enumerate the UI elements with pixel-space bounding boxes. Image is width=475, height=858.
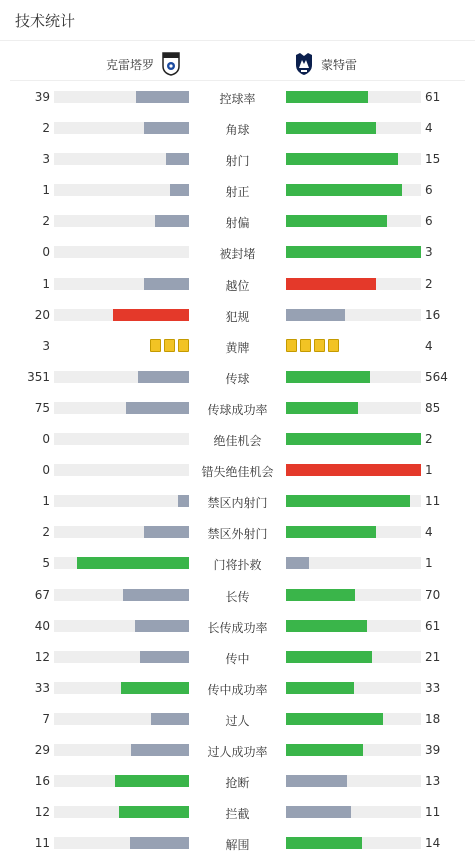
away-stat-value: 564 [425, 369, 448, 384]
home-stat-bar [54, 153, 189, 165]
stat-label: 错失绝佳机会 [201, 465, 274, 480]
home-stat-value: 2 [42, 214, 50, 229]
stat-label: 传中成功率 [207, 682, 268, 697]
away-stat-bar [286, 775, 421, 787]
home-stat-bar [54, 402, 189, 414]
away-stat-value: 21 [425, 649, 441, 664]
home-stat-bar [54, 775, 189, 787]
stat-row [0, 268, 475, 299]
home-stat-bar-fill [131, 744, 189, 756]
home-stat-bar [54, 651, 189, 663]
stat-row [0, 392, 475, 423]
stat-label: 传中 [225, 651, 250, 666]
away-stat-bar-fill [286, 246, 421, 258]
home-stat-bar-fill [144, 526, 189, 538]
away-stat-bar-fill [286, 402, 358, 414]
away-stat-bar [286, 91, 421, 103]
away-stat-value: 70 [425, 587, 441, 602]
home-stat-value: 1 [42, 494, 50, 509]
stat-label: 射正 [225, 185, 250, 200]
yellow-card-icon [150, 339, 161, 352]
away-stat-bar-fill [286, 806, 351, 818]
home-stat-bar-fill [123, 589, 189, 601]
away-stat-bar-fill [286, 184, 402, 196]
away-stat-bar [286, 651, 421, 663]
away-stat-bar [286, 744, 421, 756]
stat-row [0, 205, 475, 236]
home-stat-bar-fill [115, 775, 189, 787]
stat-label: 传球 [225, 371, 250, 386]
home-stat-value: 0 [42, 432, 50, 447]
away-stat-value: 33 [425, 680, 441, 695]
away-stat-value: 39 [425, 742, 441, 757]
away-stat-bar-fill [286, 464, 421, 476]
stat-row [0, 361, 475, 392]
home-stat-bar [54, 837, 189, 849]
yellow-card-icon [178, 339, 189, 352]
yellow-card-icon [164, 339, 175, 352]
away-stat-bar [286, 713, 421, 725]
stat-row [0, 423, 475, 454]
home-stat-value: 7 [42, 711, 50, 726]
stat-row [0, 143, 475, 174]
home-stat-bar-fill [166, 153, 189, 165]
stats-list [0, 81, 475, 858]
stat-row [0, 827, 475, 858]
stat-row [0, 610, 475, 641]
stat-row [0, 703, 475, 734]
home-stat-bar [54, 371, 189, 383]
home-stat-bar-fill [151, 713, 189, 725]
away-stat-value: 16 [425, 307, 441, 322]
home-stat-bar [54, 557, 189, 569]
away-stat-bar-fill [286, 309, 345, 321]
home-stat-bar-fill [136, 91, 189, 103]
away-stat-bar-fill [286, 122, 376, 134]
home-stat-bar [54, 744, 189, 756]
away-stat-bar-fill [286, 775, 347, 787]
away-stat-bar-fill [286, 278, 376, 290]
away-team [295, 52, 357, 76]
home-stat-value: 3 [42, 152, 50, 167]
away-stat-value: 4 [425, 121, 433, 136]
home-stat-bar [54, 278, 189, 290]
stat-row [0, 516, 475, 547]
stat-label: 解围 [225, 838, 250, 853]
stat-row [0, 236, 475, 267]
away-stat-bar [286, 806, 421, 818]
stat-row [0, 485, 475, 516]
away-stat-bar-fill [286, 91, 368, 103]
stat-label: 被封堵 [219, 247, 256, 262]
home-stat-value: 20 [34, 307, 50, 322]
home-stat-bar [54, 246, 189, 258]
page-title: 技术统计 [15, 12, 76, 30]
away-stat-bar-fill [286, 433, 421, 445]
stat-label: 控球率 [219, 92, 256, 106]
stat-label: 长传成功率 [207, 620, 268, 635]
away-stat-value: 6 [425, 214, 433, 229]
home-stat-bar-fill [130, 837, 189, 849]
stat-label: 黄牌 [225, 340, 250, 355]
away-stat-bar [286, 495, 421, 507]
home-stat-value: 1 [42, 276, 50, 291]
home-stat-value: 2 [42, 121, 50, 136]
away-yellow-cards [286, 339, 339, 352]
home-stat-value: 75 [34, 400, 50, 415]
away-stat-value: 6 [425, 183, 433, 198]
away-stat-bar [286, 371, 421, 383]
away-stat-bar [286, 215, 421, 227]
away-stat-value: 1 [425, 556, 433, 571]
home-stat-bar [54, 682, 189, 694]
home-stat-bar-fill [170, 184, 189, 196]
away-stat-bar [286, 246, 421, 258]
team-header [10, 42, 465, 81]
home-stat-bar-fill [155, 215, 189, 227]
stat-row [0, 174, 475, 205]
yellow-card-icon [328, 339, 339, 352]
home-stat-bar [54, 91, 189, 103]
away-stat-bar [286, 464, 421, 476]
away-stat-value: 61 [425, 90, 441, 104]
home-stat-value: 39 [34, 90, 50, 104]
home-stat-value: 16 [34, 774, 50, 789]
away-stat-bar-fill [286, 682, 354, 694]
stat-row [0, 641, 475, 672]
away-stat-bar [286, 620, 421, 632]
stat-label: 绝佳机会 [213, 434, 262, 449]
stat-row [0, 672, 475, 703]
away-stat-bar-fill [286, 744, 363, 756]
home-stat-bar [54, 464, 189, 476]
away-stat-value: 11 [425, 805, 441, 820]
away-stat-bar [286, 402, 421, 414]
home-stat-bar [54, 215, 189, 227]
home-stat-bar-fill [140, 651, 189, 663]
away-team-name: 蒙特雷 [321, 57, 358, 72]
stat-label: 射偏 [225, 216, 250, 231]
away-stat-bar-fill [286, 153, 398, 165]
home-stat-bar-fill [77, 557, 189, 569]
stat-label: 禁区内射门 [207, 496, 268, 511]
home-stat-value: 12 [34, 649, 50, 664]
away-stat-bar [286, 122, 421, 134]
away-stat-value: 18 [425, 711, 441, 726]
home-stat-bar-fill [138, 371, 189, 383]
away-stat-value: 61 [425, 618, 441, 633]
away-stat-value: 15 [425, 152, 441, 167]
queretaro-crest-icon [162, 52, 180, 76]
stat-label: 过人 [225, 713, 250, 728]
home-stat-value: 0 [42, 245, 50, 260]
away-stat-bar-fill [286, 526, 376, 538]
home-stat-value: 0 [42, 463, 50, 478]
away-stat-bar-fill [286, 215, 387, 227]
home-stat-bar [54, 806, 189, 818]
away-stat-bar [286, 309, 421, 321]
stat-row [0, 454, 475, 485]
away-stat-bar-fill [286, 620, 367, 632]
away-stat-bar-fill [286, 837, 362, 849]
stat-label: 过人成功率 [207, 744, 268, 759]
away-stat-value: 14 [425, 836, 441, 851]
stat-label: 传球成功率 [207, 402, 268, 417]
home-stat-bar-fill [126, 402, 189, 414]
stat-row [0, 299, 475, 330]
home-stat-value: 5 [42, 556, 50, 571]
monterrey-crest-icon [295, 52, 313, 76]
away-stat-value: 11 [425, 494, 441, 509]
home-stat-bar-fill [144, 278, 189, 290]
away-stat-bar [286, 682, 421, 694]
stat-label: 越位 [225, 278, 250, 293]
stat-label: 射门 [225, 154, 250, 169]
away-stat-bar-fill [286, 713, 383, 725]
stat-row [0, 579, 475, 610]
away-stat-bar [286, 526, 421, 538]
home-yellow-cards [150, 339, 189, 352]
home-stat-bar-fill [135, 620, 189, 632]
home-stat-bar-fill [144, 122, 189, 134]
home-stat-bar-fill [121, 682, 189, 694]
home-stat-bar-fill [113, 309, 189, 321]
away-stat-bar-fill [286, 557, 309, 569]
home-stat-bar [54, 433, 189, 445]
away-stat-bar-fill [286, 651, 372, 663]
home-stat-value: 67 [34, 587, 50, 602]
home-stat-value: 2 [42, 525, 50, 540]
home-stat-bar [54, 184, 189, 196]
home-stat-bar [54, 713, 189, 725]
stat-row [0, 796, 475, 827]
away-stat-bar-fill [286, 589, 355, 601]
yellow-card-icon [300, 339, 311, 352]
home-stat-bar [54, 620, 189, 632]
stat-label: 门将扑救 [213, 558, 262, 573]
stat-row [0, 81, 475, 112]
stat-row [0, 547, 475, 578]
away-stat-bar [286, 837, 421, 849]
stats-header [0, 0, 475, 41]
home-stat-value: 33 [34, 680, 50, 695]
stat-label: 角球 [225, 123, 250, 138]
stat-label: 拦截 [225, 807, 250, 822]
stat-label: 长传 [225, 589, 250, 604]
home-team-name: 克雷塔罗 [105, 57, 154, 72]
home-stat-value: 12 [34, 805, 50, 820]
away-stat-bar [286, 153, 421, 165]
home-stat-bar-fill [178, 495, 189, 507]
away-stat-bar [286, 184, 421, 196]
stat-row [0, 765, 475, 796]
stat-row [0, 330, 475, 361]
yellow-card-icon [314, 339, 325, 352]
home-stat-value: 1 [42, 183, 50, 198]
stat-label: 抢断 [225, 776, 250, 791]
away-stat-value: 2 [425, 432, 433, 447]
home-stat-bar [54, 589, 189, 601]
home-stat-value: 11 [34, 836, 50, 851]
away-stat-value: 2 [425, 276, 433, 291]
home-stat-value: 3 [42, 338, 50, 353]
stat-label: 犯规 [225, 309, 250, 324]
stat-row [0, 734, 475, 765]
away-stat-bar [286, 433, 421, 445]
home-stat-value: 29 [34, 742, 50, 757]
away-stat-value: 1 [425, 463, 433, 478]
home-stat-bar [54, 495, 189, 507]
away-stat-bar [286, 278, 421, 290]
away-stat-value: 4 [425, 338, 433, 353]
away-stat-value: 3 [425, 245, 433, 260]
home-stat-value: 40 [34, 618, 50, 633]
away-stat-value: 85 [425, 400, 441, 415]
away-stat-bar-fill [286, 495, 410, 507]
away-stat-bar-fill [286, 371, 370, 383]
away-stat-bar [286, 557, 421, 569]
stat-label: 禁区外射门 [207, 527, 268, 542]
home-stat-bar-fill [119, 806, 189, 818]
away-stat-bar [286, 589, 421, 601]
away-stat-value: 13 [425, 774, 441, 789]
home-stat-value: 351 [27, 369, 50, 384]
away-stat-value: 4 [425, 525, 433, 540]
yellow-card-icon [286, 339, 297, 352]
home-stat-bar [54, 309, 189, 321]
home-stat-bar [54, 122, 189, 134]
home-stat-bar [54, 526, 189, 538]
stat-row [0, 112, 475, 143]
home-team [106, 52, 180, 76]
